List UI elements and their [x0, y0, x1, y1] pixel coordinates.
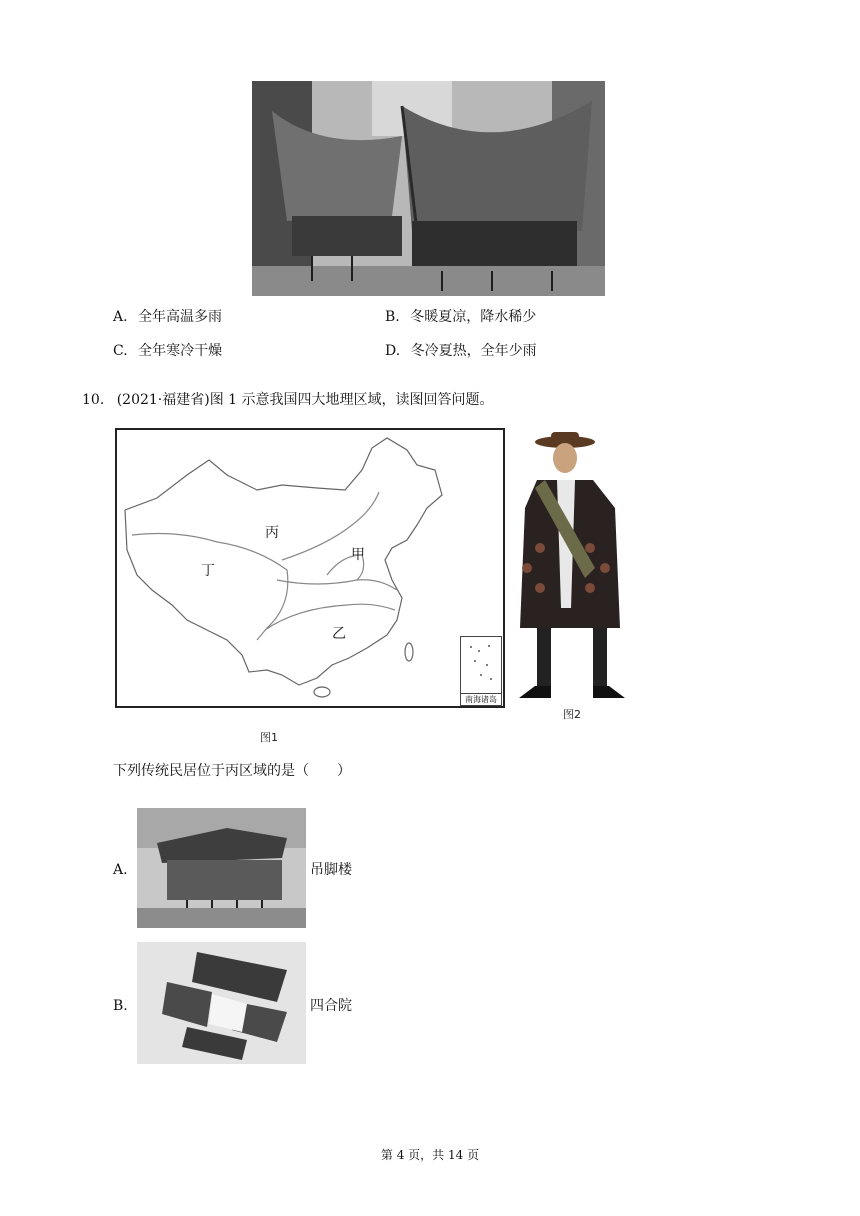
q10-option-a-letter: A. [113, 862, 128, 878]
q10-option-a-text: 吊脚楼 [310, 862, 352, 878]
figure1-caption: 图1 [260, 731, 278, 744]
inset-label: 南海诸岛 [461, 693, 501, 705]
q9-option-d: D. 冬冷夏热，全年少雨 [385, 343, 537, 359]
q9-option-c: C. 全年寒冷干燥 [113, 343, 223, 359]
page-footer: 第 4 页，共 14 页 [380, 1148, 480, 1162]
inset-islands [461, 637, 501, 689]
figure2-caption: 图2 [563, 708, 581, 721]
q10-option-b-text: 四合院 [310, 998, 352, 1014]
house-photo-graphic [252, 81, 605, 296]
question-text: (2021·福建省)图 1 示意我国四大地理区域，读图回答问题。 [116, 392, 494, 408]
house-photo [252, 81, 605, 296]
q10-stem [82, 391, 494, 409]
q10-option-b-letter: B. [113, 998, 128, 1014]
q9-option-b: B. 冬暖夏凉，降水稀少 [385, 309, 537, 325]
person-illustration [505, 428, 640, 704]
china-map-outline [117, 430, 503, 706]
courtyard-house-photo [137, 942, 306, 1064]
region-label-bing: 丙 [265, 525, 279, 541]
region-label-ding: 丁 [201, 563, 215, 579]
question-number: 10. [82, 392, 105, 408]
sub-question: 下列传统民居位于丙区域的是（ ） [113, 763, 351, 779]
stilt-house-photo [137, 808, 306, 928]
figure1-map [115, 428, 505, 708]
q9-option-a: A. 全年高温多雨 [113, 309, 223, 325]
stilt-house-graphic [137, 808, 306, 928]
region-label-yi: 乙 [332, 626, 346, 642]
figure2-person [505, 428, 640, 704]
south-china-sea-inset [460, 636, 502, 706]
courtyard-house-graphic [137, 942, 306, 1064]
region-label-jia: 甲 [351, 547, 365, 563]
